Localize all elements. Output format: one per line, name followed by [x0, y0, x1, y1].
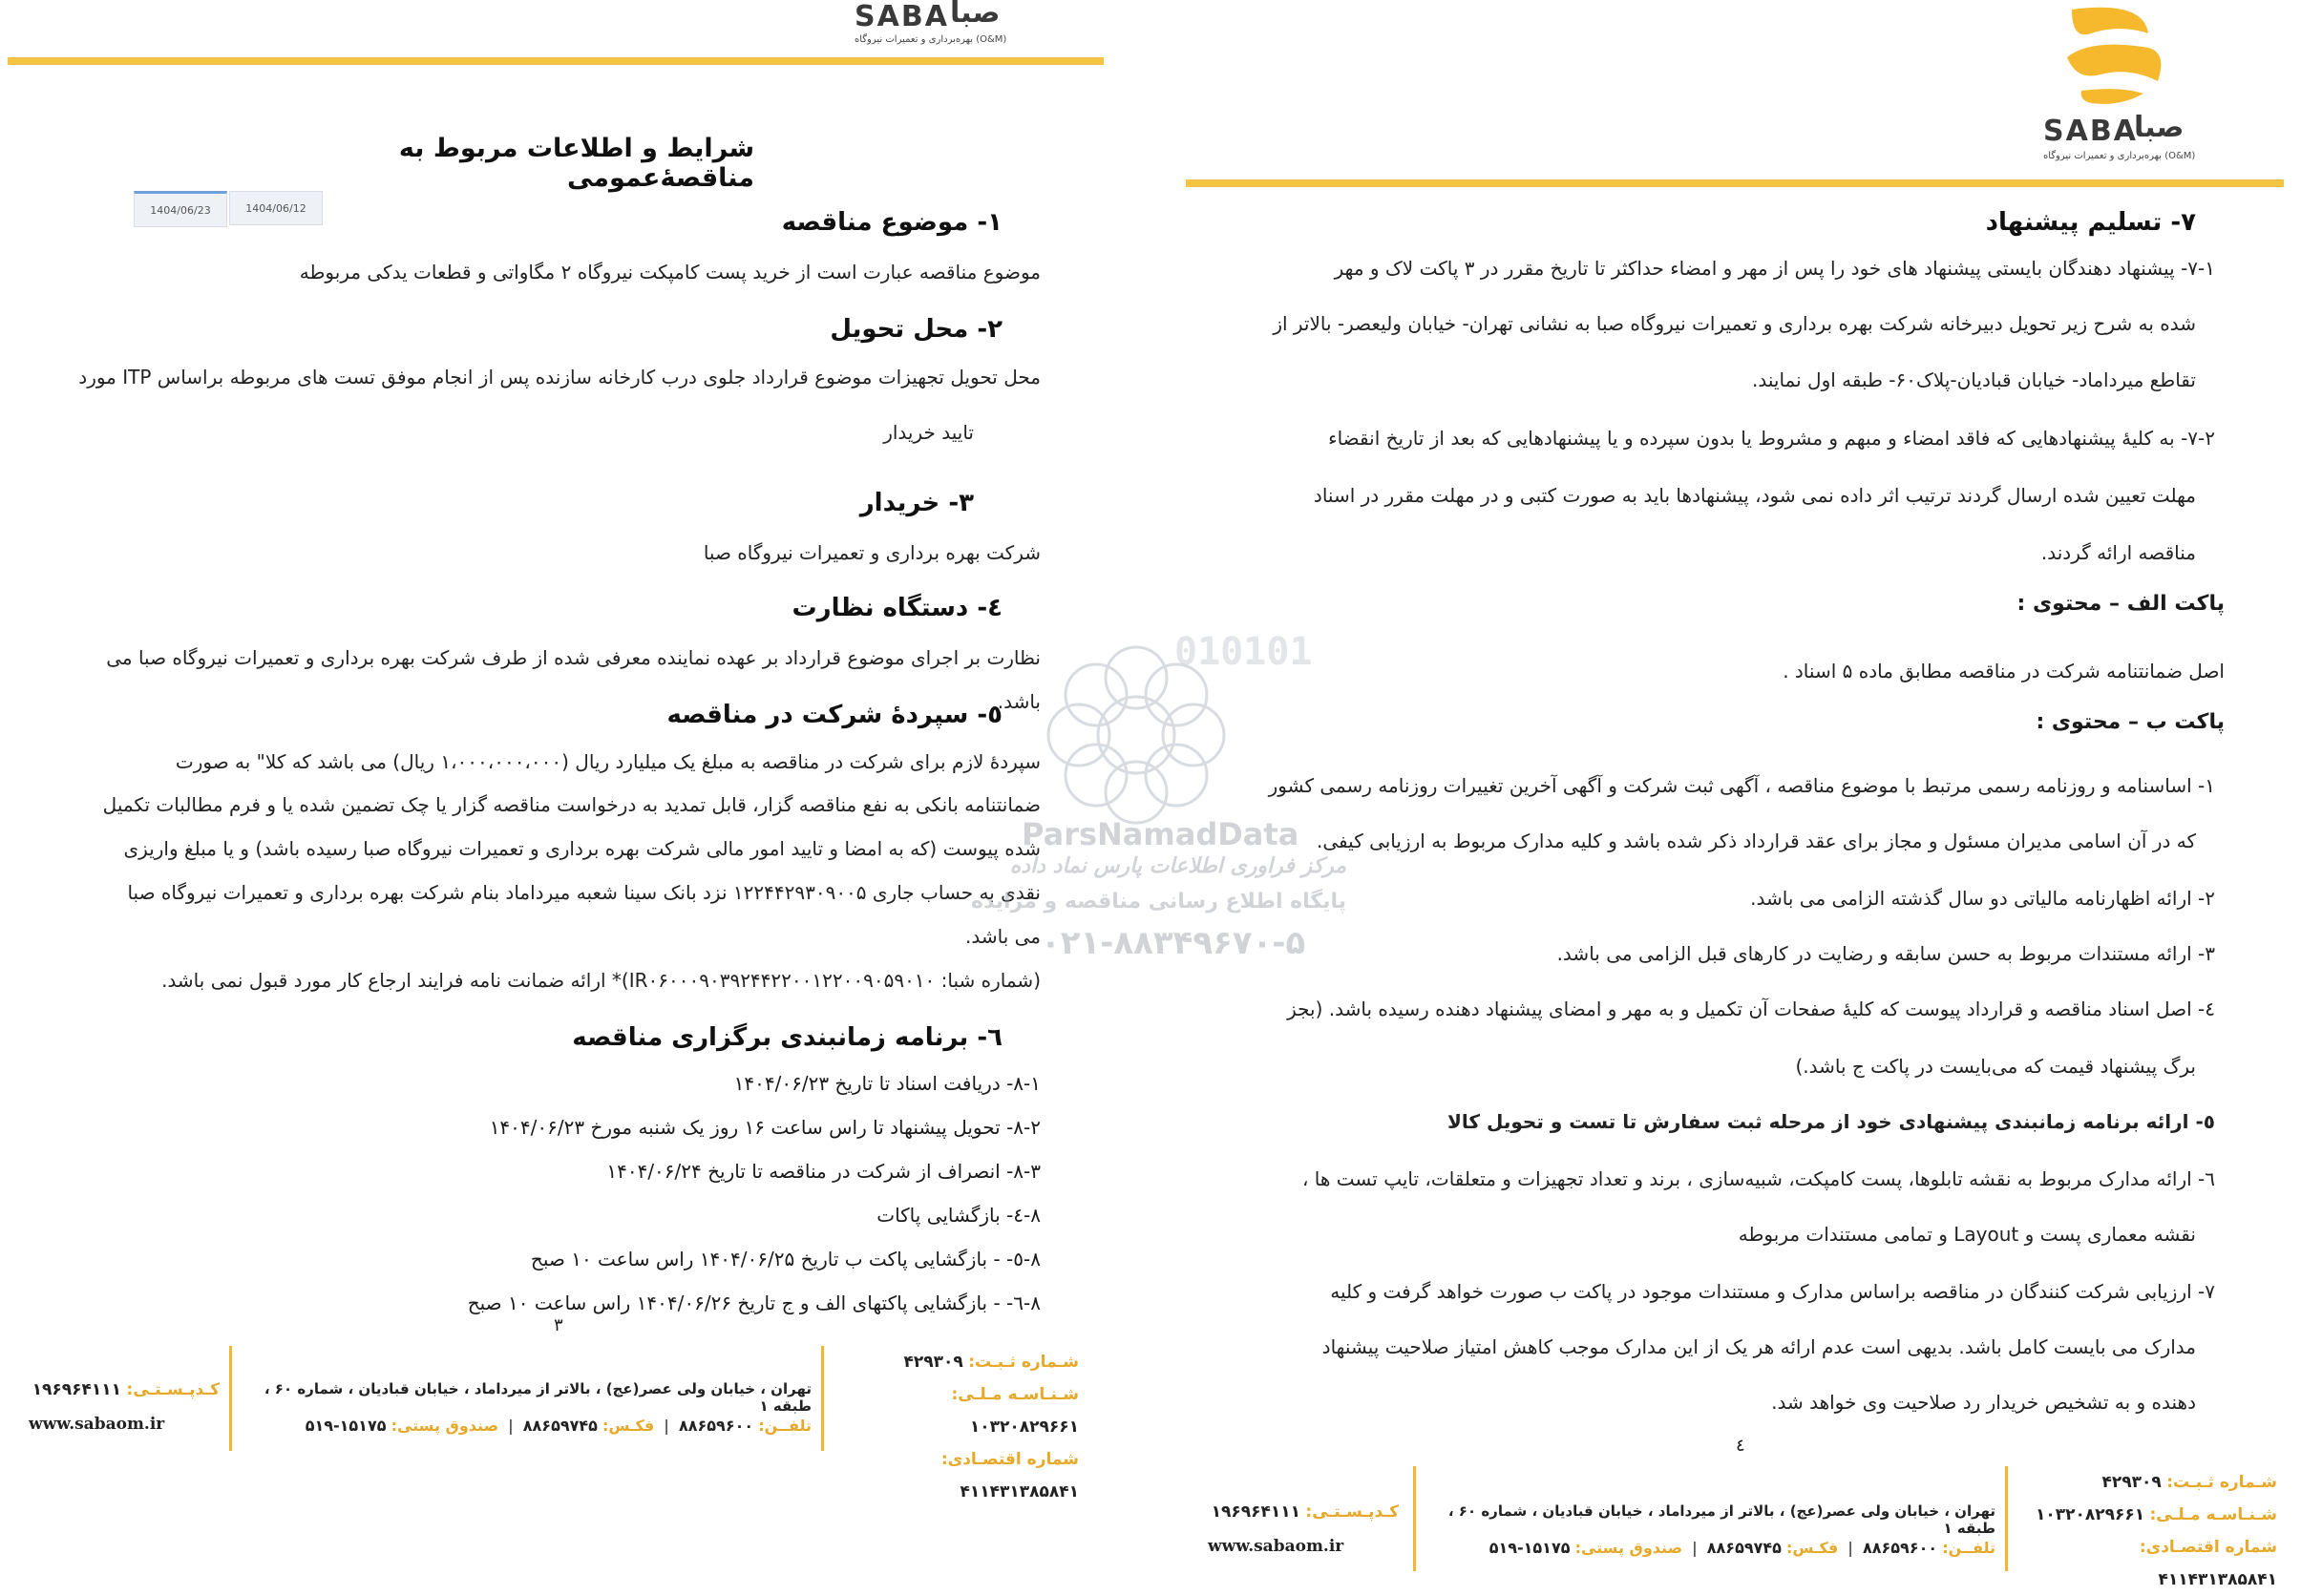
tel-value: ۸۸۶۵۹۶۰۰	[678, 1417, 754, 1435]
saba-logo-icon	[2053, 0, 2177, 110]
left-footer-ids	[840, 1346, 1079, 1508]
fax-label: فکـس:	[602, 1417, 655, 1435]
logo-subtitle: بهره‌برداری و تعمیرات نیروگاه (O&M)	[2043, 151, 2196, 161]
left-footer-contacts: تلفــن: ۸۸۶۵۹۶۰۰ | فکـس: ۸۸۶۵۹۷۴۵ | صندوق پستی: ۱۵۱۷۵-۵۱۹	[305, 1417, 812, 1435]
pobox-label: صندوق پستی:	[391, 1417, 499, 1435]
p72-line-3: مناقصه ارائه گردند.	[2040, 541, 2196, 564]
s5-heading: ٥- سپردهٔ شرکت در مناقصه	[666, 701, 1003, 729]
right-footer-address: تهران ، خیابان ولی عصر(عج) ، بالاتر از میرداماد ، خیابان قبادیان ، شماره ۶۰ ، طبقه ۱	[1447, 1502, 1995, 1537]
logo-subtitle: بهره‌برداری و تعمیرات نیروگاه (O&M)	[855, 34, 1007, 45]
s5-line-4: نقدی به حساب جاری ۱۲۲۴۴۲۹۳۰۹۰۰۵ نزد بانک سینا شعبه میرداماد بنام شرکت بهره برداری و تعمیرات نیروگاه صبا	[127, 881, 1041, 904]
left-website[interactable]: www.sabaom.ir	[29, 1415, 165, 1434]
left-footer-divider-1	[821, 1346, 824, 1451]
b7-line-2: مدارک می بایست کامل باشد. بدیهی است عدم ارائه هر یک از این مدارک موجب کاهش امتیاز صلاحیت پیشنهاد	[1321, 1335, 2196, 1358]
schedule-item: ۸-۳- انصراف از شرکت در مناقصه تا تاریخ ۱۴۰۴/۰۶/۲۴	[606, 1160, 1041, 1183]
pobox-value: ۱۵۱۷۵-۵۱۹	[1488, 1539, 1571, 1557]
postal-value: ۱۹۶۹۶۴۱۱۱	[1211, 1502, 1301, 1522]
tel-label: تلفــن:	[1942, 1539, 1995, 1557]
s5-line-3: شده پیوست (که به امضا و تایید امور مالی شرکت بهره برداری و تعمیرات نیروگاه صبا رسیده باشد) و یا مبلغ واریزی	[123, 837, 1041, 860]
left-page-number: ۳	[554, 1315, 563, 1335]
schedule-list	[286, 1061, 1041, 1325]
packet-b-heading: پاکت ب – محتوی :	[2036, 710, 2225, 734]
b1-line-1: ۱- اساسنامه و روزنامه رسمی مرتبط با موضوع مناقصه ، آگهی ثبت شرکت و آگهی آخرین تغییرات روزنامه رسمی کشور	[1268, 774, 2215, 797]
logo-persian-text: صبا	[2134, 111, 2185, 144]
s5-line-2: ضمانتنامه بانکی به نفع مناقصه گزار، قابل تمدید به درخواست مناقصه گزار یا چک تضمین شده یا و فرم مطالبات تکمیل	[102, 793, 1041, 816]
national-row	[840, 1378, 1079, 1443]
b1-line-2: که در آن اسامی مدیران مسئول و مجاز برای عقد قرارداد ذکر شده باشد و کلیه مدارک مربوط به ارزیابی کیفی.	[1317, 830, 2196, 852]
s4-heading: ٤- دستگاه نظارت	[792, 594, 1003, 622]
right-footer-divider-1	[2005, 1466, 2008, 1571]
economic-label: شماره اقتصـادی:	[2139, 1538, 2277, 1557]
p71-line-1: ۷-۱- پیشنهاد دهندگان بایستی پیشنهاد های خود را پس از مهر و امضاء حداکثر تا تاریخ مقرر در ۳ پاکت لاک و مهر	[1334, 257, 2215, 280]
national-value: ۱۰۳۲۰۸۲۹۶۶۱	[969, 1418, 1079, 1437]
economic-label: شماره اقتصـادی:	[940, 1450, 1079, 1469]
postal-label: کـدپـسـتـی:	[1305, 1502, 1399, 1522]
schedule-item: ۸-۱- دریافت اسناد تا تاریخ ۱۴۰۴/۰۶/۲۳	[733, 1072, 1041, 1095]
reg-label: شـماره ثـبـت:	[2166, 1473, 2277, 1492]
left-footer-address: تهران ، خیابان ولی عصر(عج) ، بالاتر از میرداماد ، خیابان قبادیان ، شماره ۶۰ ، طبقه ۱	[264, 1380, 812, 1415]
left-page-title: شرایط و اطلاعات مربوط به مناقصهٔ‌عمومی	[398, 134, 754, 193]
left-logo	[855, 0, 1017, 52]
date-tab-1[interactable]	[134, 191, 227, 227]
s1-text: موضوع مناقصه عبارت است از خرید پست کامپکت نیروگاه ۲ مگاواتی و قطعات یدکی مربوطه	[299, 261, 1041, 284]
national-value: ۱۰۳۲۰۸۲۹۶۶۱	[2035, 1505, 2145, 1524]
watermark-line-2: پایگاه اطلاع رسانی مناقصه و مزایده	[971, 890, 1346, 914]
s5-line-1: سپردهٔ لازم برای شرکت در مناقصه به مبلغ یک میلیارد ریال (۱،۰۰۰،۰۰۰،۰۰۰ ریال) می باشد که کلا" به صورت	[175, 750, 1041, 773]
economic-row	[840, 1443, 1079, 1508]
tel-label: تلفــن:	[758, 1417, 812, 1435]
fax-label: فکـس:	[1785, 1539, 1839, 1557]
right-logo	[2043, 111, 2196, 172]
b6-line-2: نقشه معماری پست و Layout و تمامی مستندات مربوطه	[1738, 1223, 2196, 1246]
postal-value: ۱۹۶۹۶۴۱۱۱	[32, 1380, 122, 1399]
date-tab-1-label: 1404/06/23	[150, 203, 211, 217]
economic-row	[2019, 1531, 2277, 1596]
p72-line-1: ۷-۲- به کلیهٔ پیشنهادهایی که فاقد امضاء و مبهم و مشروط یا بدون سپرده و یا پیشنهادهایی که بعد از تاریخ انقضاء	[1328, 427, 2215, 450]
left-footer-divider-2	[229, 1346, 232, 1451]
postal-label: کـدپـسـتـی:	[126, 1380, 220, 1399]
economic-value: ۴۱۱۴۳۱۳۸۵۸۴۱	[960, 1482, 1079, 1502]
left-footer-postal	[29, 1380, 220, 1399]
s6-heading: ٦- برنامه زمانبندی برگزاری مناقصه	[572, 1023, 1003, 1052]
schedule-item: ۸-٥- - بازگشایی پاکت ب تاریخ ۱۴۰۴/۰۶/۲۵ راس ساعت ۱۰ صبح	[530, 1248, 1041, 1270]
s2-heading: ۲- محل تحویل	[830, 315, 1003, 344]
s3-heading: ۳- خریدار	[859, 489, 974, 517]
s7-heading: ۷- تسلیم پیشنهاد	[1985, 208, 2196, 237]
reg-row	[2019, 1466, 2277, 1499]
right-footer-contacts: تلفــن: ۸۸۶۵۹۶۰۰ | فکـس: ۸۸۶۵۹۷۴۵ | صندوق پستی: ۱۵۱۷۵-۵۱۹	[1488, 1539, 1995, 1557]
fax-value: ۸۸۶۵۹۷۴۵	[522, 1417, 598, 1435]
reg-value: ۴۲۹۳۰۹	[2101, 1473, 2162, 1492]
right-footer-postal	[1208, 1502, 1399, 1522]
b6-line-1: ٦- ارائه مدارک مربوط به نقشه تابلوها، پست کامپکت، شبیه‌سازی ، برند و تعداد تجهیزات و متعلقات، تایپ تست ها ،	[1301, 1167, 2215, 1190]
reg-row	[840, 1346, 1079, 1378]
schedule-item: ۸-٦- - بازگشایی پاکتهای الف و ج تاریخ ۱۴۰۴/۰۶/۲۶ راس ساعت ۱۰ صبح	[467, 1292, 1041, 1314]
date-tab-2-label: 1404/06/12	[245, 201, 306, 215]
date-tab-2[interactable]	[229, 191, 323, 225]
b3-text: ۳- ارائه مستندات مربوط به حسن سابقه و رضایت در کارهای قبل الزامی می باشد.	[1556, 942, 2215, 965]
p71-line-2: شده به شرح زیر تحویل دبیرخانه شرکت بهره برداری و تعمیرات نیروگاه صبا به نشانی تهران- خیابان ولیعصر- بالاتر از	[1273, 312, 2196, 335]
s2-text-2: تایید خریدار	[883, 421, 974, 444]
pobox-label: صندوق پستی:	[1574, 1539, 1683, 1557]
watermark-binary: 010101	[1174, 630, 1313, 674]
right-footer-ids	[2019, 1466, 2277, 1596]
logo-latin-text: SABA	[2043, 115, 2138, 148]
b4-line-1: ٤- اصل اسناد مناقصه و قرارداد پیوست که کلیهٔ صفحات آن تکمیل و به مهر و امضای پیشنهاد دهنده رسیده باشد. (بجز	[1287, 998, 2215, 1020]
watermark-brand: ParsNamadData	[1022, 816, 1299, 852]
s1-heading: ۱- موضوع مناقصه	[781, 208, 1003, 237]
logo-latin-text: SABA	[855, 0, 949, 33]
b7-line-3: دهنده و به تشخیص خریدار رد صلاحیت وی خواهد شد.	[1771, 1391, 2196, 1414]
fax-value: ۸۸۶۵۹۷۴۵	[1706, 1539, 1782, 1557]
watermark-phone: ۰۲۱-۸۸۳۴۹۶۷۰-۵	[1041, 924, 1306, 962]
packet-a-text: اصل ضمانتنامه شرکت در مناقصه مطابق ماده ۵ اسناد .	[1783, 660, 2225, 682]
p71-line-3: تقاطع میرداماد- خیابان قبادیان-پلاک۶۰- طبقه اول نمایند.	[1752, 368, 2196, 391]
s3-text: شرکت بهره برداری و تعمیرات نیروگاه صبا	[703, 541, 1041, 564]
b2-text: ۲- ارائه اظهارنامه مالیاتی دو سال گذشته الزامی می باشد.	[1750, 887, 2215, 910]
s5-line-5: می باشد.	[964, 925, 1041, 948]
s2-text-1: محل تحویل تجهیزات موضوع قرارداد جلوی درب کارخانه سازنده پس از انجام موفق تست های مربوطه براساس ITP مورد	[78, 366, 1041, 388]
b4-line-2: برگ پیشنهاد قیمت که می‌بایست در پاکت ج باشد.)	[1795, 1055, 2196, 1078]
s4-text: نظارت بر اجرای موضوع قرارداد بر عهده نماینده معرفی شده از طرف شرکت بهره برداری و تعمیرات نیروگاه صبا می باشد.	[106, 646, 1041, 713]
watermark-line-1: مرکز فراوری اطلاعات پارس نماد داده	[1009, 854, 1346, 878]
right-page-number: ٤	[1736, 1436, 1745, 1456]
s5-line-6: (شماره شبا: IR۰۶۰۰۰۹۰۳۹۲۴۴۲۲۰۰۱۲۲۰۰۹۰۵۹۰۱۰)* ارائه ضمانت نامه فرایند ارجاع کار مورد قبول نمی باشد.	[161, 969, 1041, 992]
schedule-item: ۸-۲- تحویل پیشنهاد تا راس ساعت ۱۶ روز یک شنبه مورخ ۱۴۰۴/۰۶/۲۳	[489, 1116, 1041, 1139]
national-label: شـنـاسـه مـلـی:	[2149, 1505, 2277, 1524]
national-row	[2019, 1499, 2277, 1531]
national-label: شـنـاسـه مـلـی:	[951, 1385, 1079, 1404]
b7-line-1: ۷- ارزیابی شرکت کنندگان در مناقصه براساس مدارک و مستندات موجود در پاکت ب صورت خواهد گرفت و کلیه	[1330, 1280, 2215, 1303]
tel-value: ۸۸۶۵۹۶۰۰	[1862, 1539, 1938, 1557]
reg-value: ۴۲۹۳۰۹	[903, 1353, 963, 1372]
right-website[interactable]: www.sabaom.ir	[1208, 1537, 1344, 1556]
p72-line-2: مهلت تعیین شده ارسال گردند ترتیب اثر داده نمی شود، پیشنهادها باید به صورت کتبی و در مهلت مقرر در اسناد	[1313, 484, 2196, 507]
pobox-value: ۱۵۱۷۵-۵۱۹	[305, 1417, 387, 1435]
reg-label: شـماره ثـبـت:	[968, 1353, 1079, 1372]
logo-persian-text: صبا	[950, 0, 1001, 30]
left-header-rule	[8, 57, 1104, 65]
right-footer-divider-2	[1413, 1466, 1416, 1571]
economic-value: ۴۱۱۴۳۱۳۸۵۸۴۱	[2158, 1570, 2277, 1589]
b5-text: ٥- ارائه برنامه زمانبندی پیشنهادی خود از مرحله ثبت سفارش تا تست و تحویل کالا	[1447, 1110, 2215, 1133]
right-header-rule	[1186, 179, 2284, 187]
schedule-item: ۸-٤- بازگشایی پاکات	[876, 1204, 1041, 1227]
packet-a-heading: پاکت الف – محتوی :	[2016, 592, 2225, 616]
